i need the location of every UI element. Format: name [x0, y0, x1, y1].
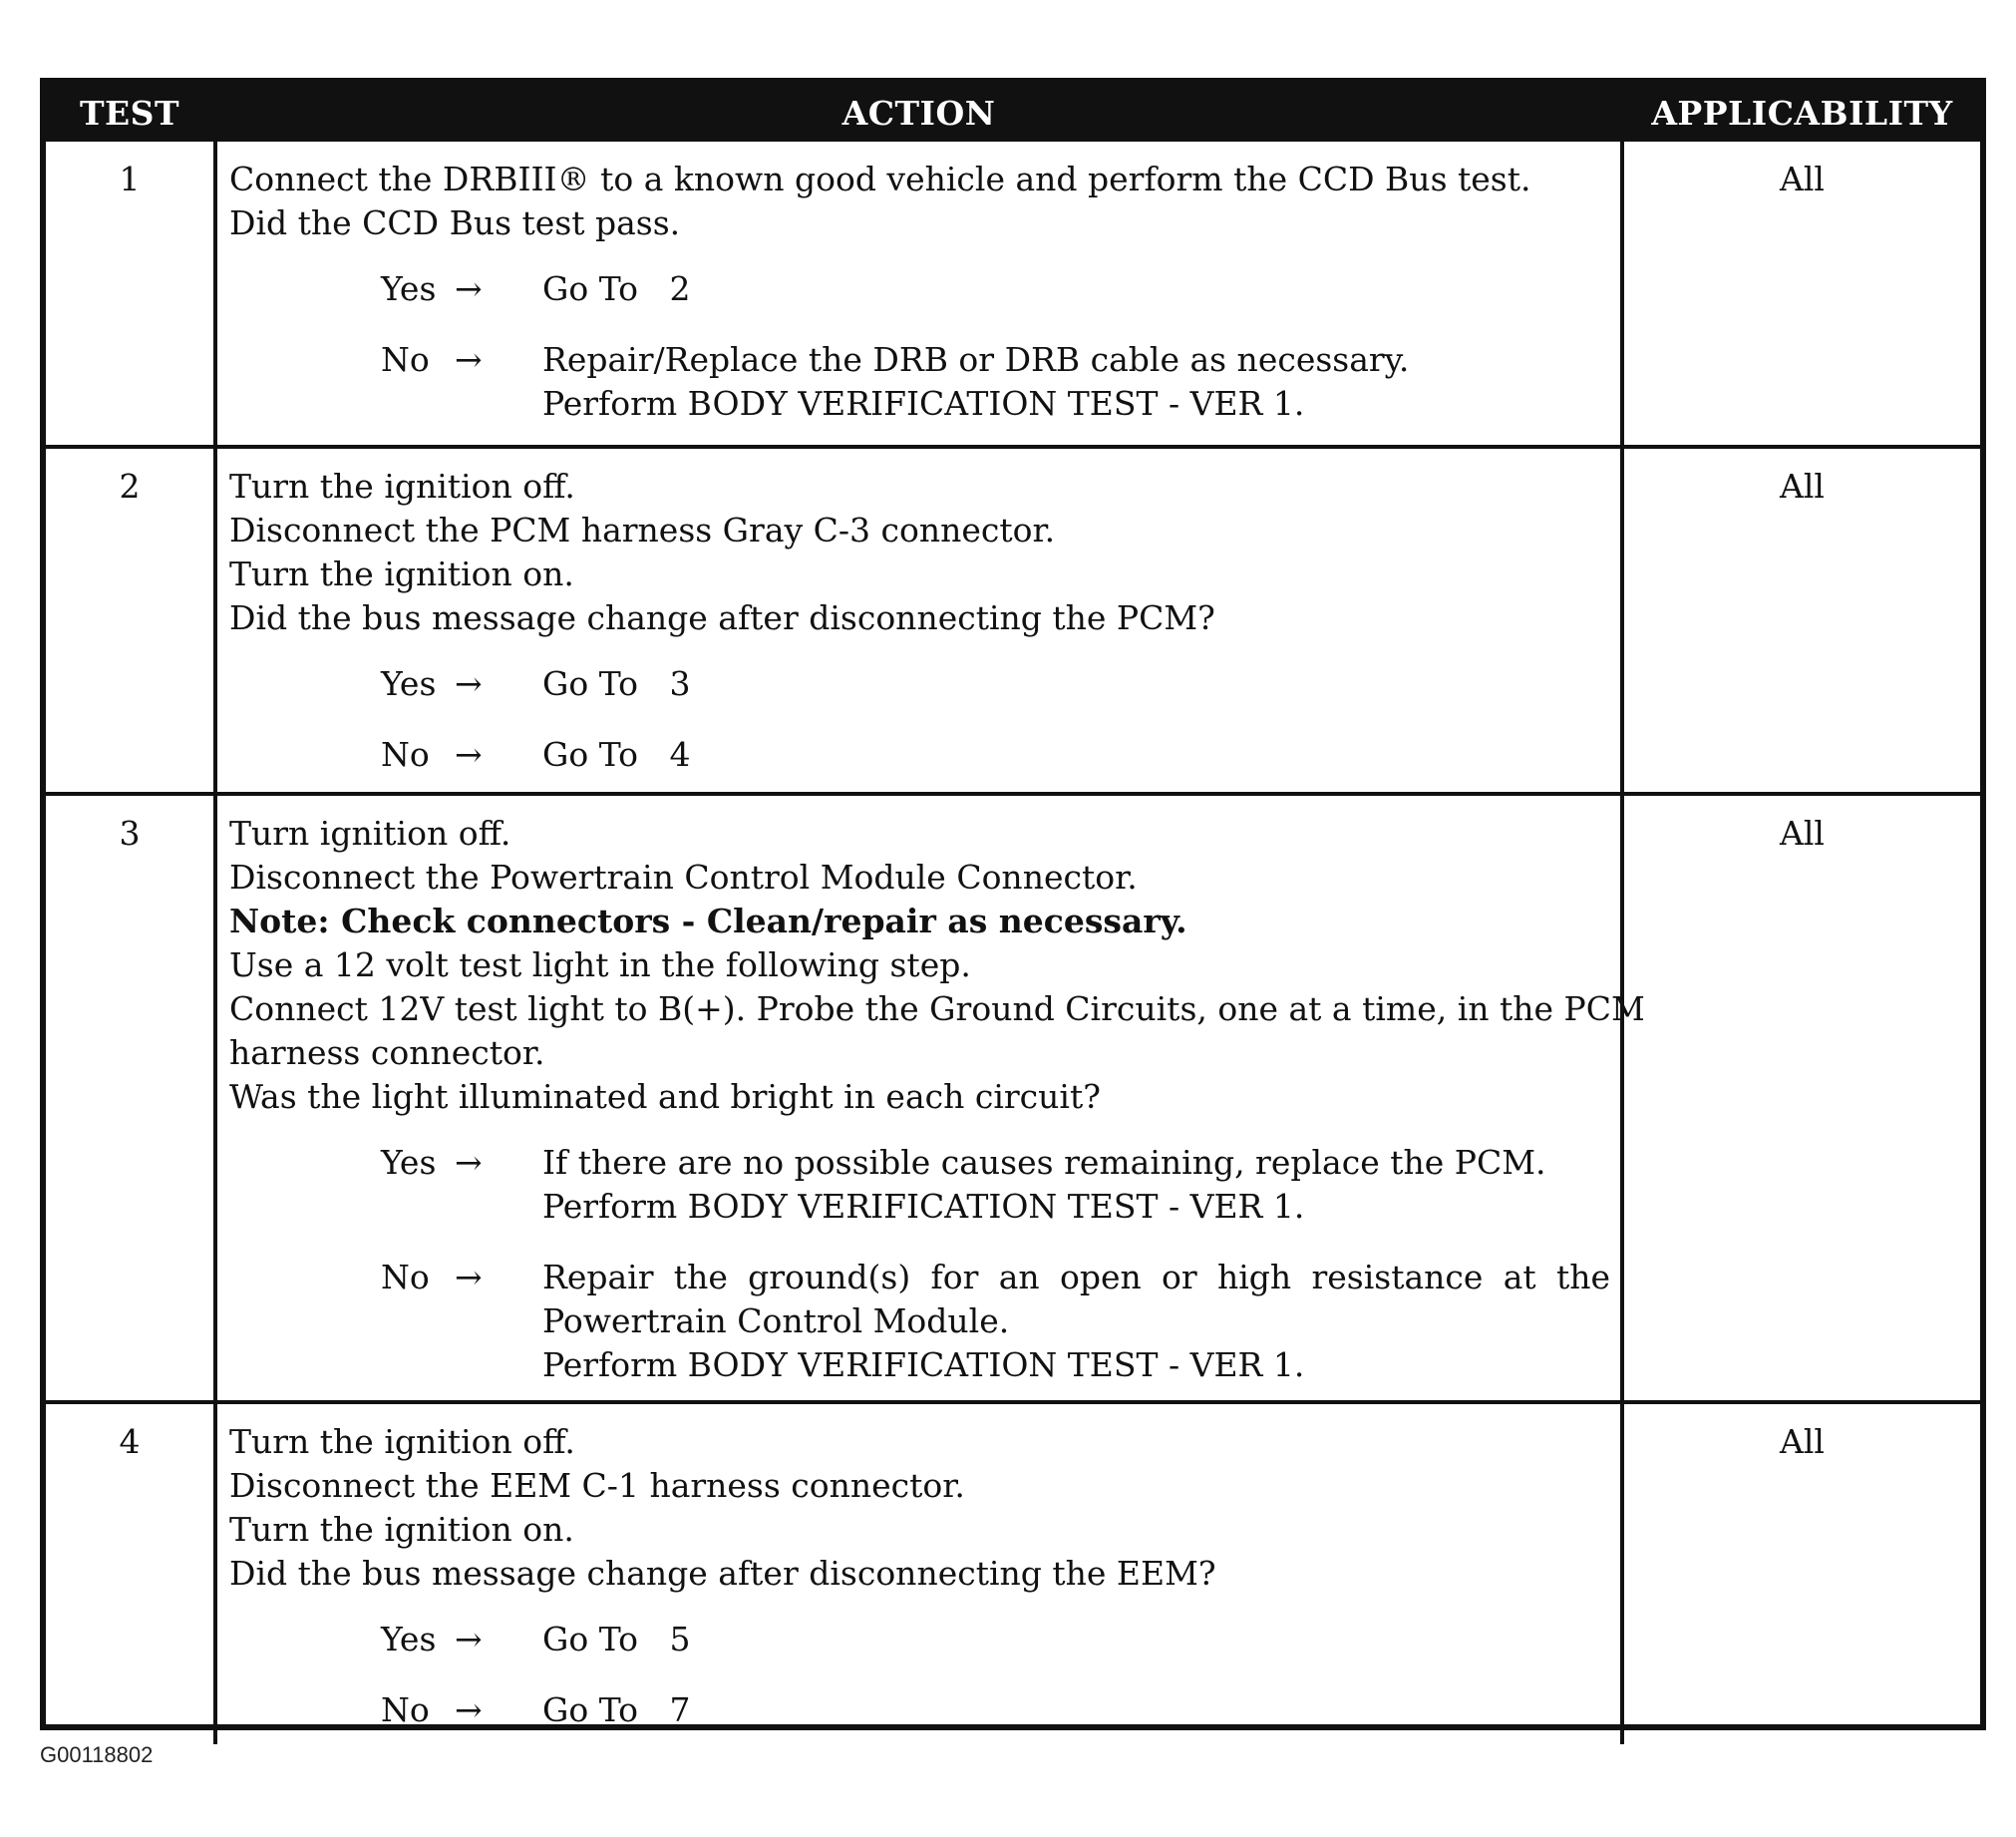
header-test: TEST — [46, 84, 215, 142]
action-line: Turn ignition off. — [229, 814, 511, 853]
right-arrow-icon: → — [455, 664, 483, 703]
branch-label: Yes — [381, 1620, 437, 1658]
branch-label: No — [381, 1258, 430, 1296]
right-arrow-icon: → — [455, 1258, 483, 1296]
diagnostic-table-frame — [40, 78, 1986, 1730]
right-arrow-icon: → — [455, 269, 483, 308]
branch-label: No — [381, 735, 430, 774]
right-arrow-icon: → — [455, 340, 483, 379]
branch-yes — [229, 1618, 1610, 1661]
branch-yes — [229, 662, 1610, 706]
branch-yes — [229, 1141, 1610, 1229]
action-cell — [215, 142, 1622, 447]
action-line: Connect 12V test light to B(+). Probe the Ground Circuits, one at a time, in the PCM — [229, 989, 1645, 1028]
test-number: 4 — [46, 1402, 215, 1744]
action-cell — [215, 794, 1645, 1402]
action-line: Turn the ignition off. — [229, 467, 575, 506]
applicability-value: All — [1622, 1402, 1980, 1744]
branch-list — [229, 267, 1610, 426]
branch-no — [229, 338, 1610, 426]
branch-text: Repair the ground(s) for an open or high resistance at the — [542, 1258, 1610, 1296]
branch-text: Go To 5 — [542, 1620, 691, 1658]
header-action: ACTION — [215, 84, 1622, 142]
action-cell — [215, 1402, 1622, 1744]
branch-no — [229, 1256, 1610, 1387]
branch-no — [229, 1688, 1610, 1732]
action-line: harness connector. — [229, 1033, 545, 1072]
branch-list — [229, 662, 1610, 777]
test-row-3 — [46, 794, 1980, 1402]
branch-text: Go To 4 — [542, 735, 691, 774]
test-number: 2 — [46, 447, 215, 794]
branch-text: Go To 7 — [542, 1690, 691, 1729]
test-number: 3 — [46, 794, 215, 1402]
action-note: Note: Check connectors - Clean/repair as necessary. — [229, 902, 1187, 940]
action-line: Did the bus message change after disconnecting the PCM? — [229, 598, 1215, 637]
figure-code: G00118802 — [40, 1742, 154, 1767]
right-arrow-icon: → — [455, 1143, 483, 1182]
branch-text: Repair/Replace the DRB or DRB cable as necessary. — [542, 340, 1410, 379]
applicability-value: All — [1622, 794, 1980, 1402]
branch-label: Yes — [381, 269, 437, 308]
branch-text: Go To 3 — [542, 664, 691, 703]
action-line: Disconnect the Powertrain Control Module Connector. — [229, 858, 1138, 897]
table-header-row — [46, 84, 1980, 142]
action-line: Turn the ignition on. — [229, 554, 574, 593]
branch-text: Perform BODY VERIFICATION TEST - VER 1. — [542, 1345, 1305, 1384]
action-line: Disconnect the PCM harness Gray C-3 connector. — [229, 511, 1056, 550]
branch-text: Perform BODY VERIFICATION TEST - VER 1. — [542, 384, 1305, 423]
header-applicability: APPLICABILITY — [1622, 84, 1980, 142]
branch-list — [229, 1618, 1610, 1732]
test-row-2 — [46, 447, 1980, 794]
right-arrow-icon: → — [455, 1620, 483, 1658]
right-arrow-icon: → — [455, 735, 483, 774]
right-arrow-icon: → — [455, 1690, 483, 1729]
branch-yes — [229, 267, 1610, 311]
action-line: Use a 12 volt test light in the following step. — [229, 945, 971, 984]
action-line: Was the light illuminated and bright in each circuit? — [229, 1077, 1101, 1116]
diagnostic-table — [46, 84, 1980, 1744]
action-line: Disconnect the EEM C-1 harness connector. — [229, 1466, 965, 1505]
branch-list — [229, 1141, 1610, 1387]
branch-label: Yes — [381, 664, 437, 703]
branch-text: Perform BODY VERIFICATION TEST - VER 1. — [542, 1187, 1305, 1226]
test-number: 1 — [46, 142, 215, 447]
action-cell — [215, 447, 1622, 794]
action-line: Turn the ignition off. — [229, 1422, 575, 1461]
action-line: Did the bus message change after disconnecting the EEM? — [229, 1554, 1216, 1593]
applicability-value: All — [1622, 447, 1980, 794]
branch-no — [229, 733, 1610, 777]
action-line: Did the CCD Bus test pass. — [229, 203, 681, 242]
action-line: Turn the ignition on. — [229, 1510, 574, 1549]
branch-text: Go To 2 — [542, 269, 691, 308]
branch-label: Yes — [381, 1143, 437, 1182]
branch-text: If there are no possible causes remaining, replace the PCM. — [542, 1143, 1546, 1182]
test-row-1 — [46, 142, 1980, 447]
test-row-4 — [46, 1402, 1980, 1744]
action-line: Connect the DRBIII® to a known good vehicle and perform the CCD Bus test. — [229, 160, 1531, 198]
branch-label: No — [381, 1690, 430, 1729]
branch-text: Powertrain Control Module. — [542, 1301, 1010, 1340]
branch-label: No — [381, 340, 430, 379]
applicability-value: All — [1780, 160, 1825, 198]
